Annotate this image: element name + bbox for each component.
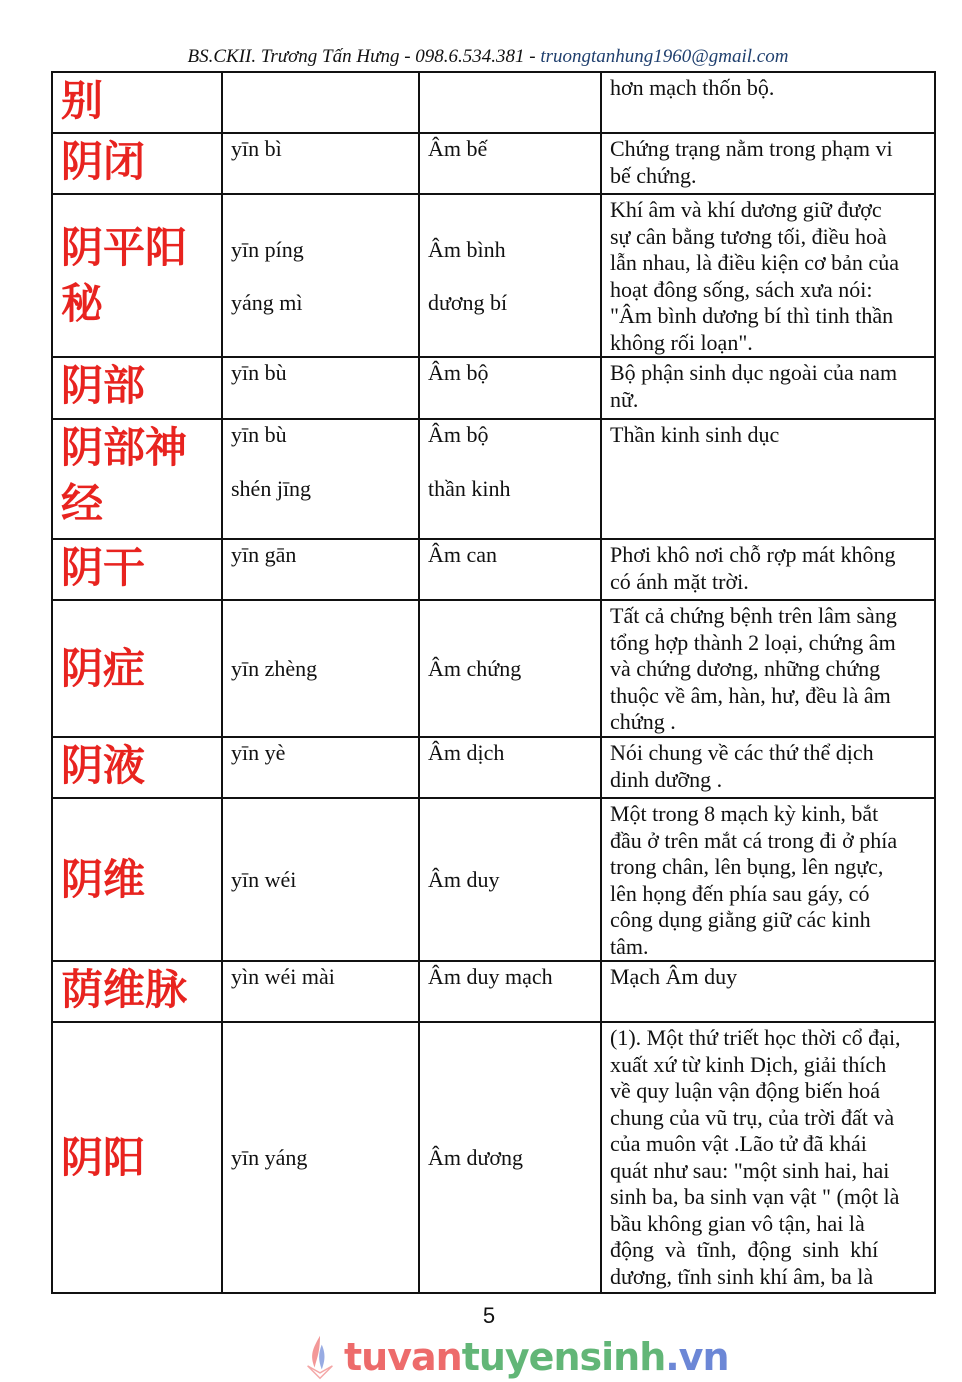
flame-logo-icon bbox=[300, 1334, 340, 1380]
pinyin-cell bbox=[222, 961, 419, 1022]
meaning-cell bbox=[601, 194, 935, 357]
meaning-line: (1). Một thứ triết học thời cổ đại, bbox=[610, 1025, 901, 1050]
pinyin-line: yīn bù bbox=[231, 360, 287, 385]
pinyin-line: yáng mì bbox=[231, 290, 303, 315]
chinese-term-cell: 阴闭 bbox=[52, 133, 222, 194]
sino-vietnamese-cell bbox=[419, 133, 601, 194]
pinyin-cell bbox=[222, 737, 419, 798]
meaning-cell bbox=[601, 961, 935, 1022]
table-row bbox=[52, 737, 935, 798]
glossary-table bbox=[51, 71, 936, 1294]
pinyin-line: yīn gān bbox=[231, 542, 297, 567]
sino-vietnamese-cell bbox=[419, 737, 601, 798]
meaning-line: chứng . bbox=[610, 709, 676, 734]
pinyin-line: yīn yáng bbox=[231, 1145, 308, 1171]
table-row bbox=[52, 798, 935, 961]
meaning-line: và chứng dương, những chứng bbox=[610, 656, 881, 681]
chinese-term-cell: 阴症 bbox=[52, 600, 222, 737]
meaning-line: hoạt đông sống, sách xưa nói: bbox=[610, 276, 873, 302]
meaning-cell bbox=[601, 539, 935, 600]
table-row bbox=[52, 539, 935, 600]
pinyin-cell bbox=[222, 357, 419, 419]
meaning-line: thuộc về âm, hàn, hư, đều là âm bbox=[610, 682, 891, 708]
pinyin-line: yīn yè bbox=[231, 740, 286, 765]
meaning-line: xuất xứ từ kinh Dịch, giải thích bbox=[610, 1051, 887, 1077]
meaning-cell bbox=[601, 1022, 935, 1293]
meaning-cell bbox=[601, 798, 935, 961]
table-row bbox=[52, 600, 935, 737]
watermark bbox=[300, 1334, 729, 1380]
watermark-text bbox=[344, 1334, 729, 1380]
chinese-term-cell: 阴液 bbox=[52, 737, 222, 798]
meaning-line: nữ. bbox=[610, 386, 639, 412]
meaning-line: Tất cả chứng bệnh trên lâm sàng bbox=[610, 603, 897, 628]
meaning-line: có ánh mặt trời. bbox=[610, 568, 749, 594]
meaning-line: Một trong 8 mạch kỳ kinh, bắt bbox=[610, 801, 879, 826]
pinyin-cell bbox=[222, 133, 419, 194]
table-row bbox=[52, 357, 935, 419]
viet-line: Âm bế bbox=[428, 136, 488, 161]
page-header bbox=[0, 46, 962, 68]
sino-vietnamese-cell bbox=[419, 194, 601, 357]
viet-line: Âm chứng bbox=[428, 656, 522, 682]
page-number: 5 bbox=[482, 1303, 496, 1328]
meaning-line: hơn mạch thốn bộ. bbox=[610, 75, 775, 100]
meaning-line: Phơi khô nơi chỗ rợp mát không bbox=[610, 542, 896, 567]
sino-vietnamese-cell bbox=[419, 600, 601, 737]
meaning-line: đầu ở trên mắt cá trong đi ở phía bbox=[610, 827, 898, 853]
glossary-table-body bbox=[52, 72, 935, 1293]
meaning-cell bbox=[601, 600, 935, 737]
viet-line: Âm bộ bbox=[428, 360, 489, 385]
chinese-term-cell: 阴维 bbox=[52, 798, 222, 961]
pinyin-cell bbox=[222, 539, 419, 600]
sino-vietnamese-cell bbox=[419, 539, 601, 600]
meaning-line: dinh dưỡng . bbox=[610, 766, 723, 792]
meaning-cell bbox=[601, 133, 935, 194]
pinyin-line: yīn zhèng bbox=[231, 656, 318, 682]
watermark-part-2: tuyensinh bbox=[461, 1335, 666, 1379]
pinyin-line: yìn wéi mài bbox=[231, 964, 335, 989]
pinyin-cell bbox=[222, 194, 419, 357]
chinese-term-cell: 阴部神经 bbox=[52, 419, 222, 539]
sino-vietnamese-cell bbox=[419, 357, 601, 419]
header-email: truongtanhung1960@gmail.com bbox=[540, 46, 789, 67]
viet-line: Âm bộ bbox=[428, 422, 489, 447]
pinyin-line: yīn bì bbox=[231, 136, 282, 161]
meaning-cell bbox=[601, 357, 935, 419]
meaning-line: "Âm bình dương bí thì tinh thần bbox=[610, 303, 894, 328]
meaning-line: dương, tĩnh sinh khí âm, ba là bbox=[610, 1263, 874, 1289]
table-row bbox=[52, 133, 935, 194]
sino-vietnamese-cell bbox=[419, 961, 601, 1022]
chinese-term-cell: 荫维脉 bbox=[52, 961, 222, 1022]
meaning-line: Khí âm và khí dương giữ được bbox=[610, 197, 882, 222]
meaning-cell bbox=[601, 72, 935, 133]
pinyin-line: yīn bù bbox=[231, 422, 287, 447]
chinese-term-cell: 阴干 bbox=[52, 539, 222, 600]
meaning-line: động và tĩnh, động sinh khí bbox=[610, 1237, 879, 1262]
sino-vietnamese-cell bbox=[419, 1022, 601, 1293]
sino-vietnamese-cell bbox=[419, 419, 601, 539]
pinyin-cell bbox=[222, 600, 419, 737]
table-row bbox=[52, 194, 935, 357]
viet-line: dương bí bbox=[428, 290, 508, 315]
pinyin-line: shén jīng bbox=[231, 475, 312, 501]
meaning-line: của muôn vật .Lão tử đã khái bbox=[610, 1131, 867, 1156]
table-row bbox=[52, 72, 935, 133]
meaning-line: chung của vũ trụ, của trời đất và bbox=[610, 1104, 895, 1130]
chinese-term-cell: 阴阳 bbox=[52, 1022, 222, 1293]
meaning-line: lên họng đến phía sau gáy, có bbox=[610, 880, 870, 906]
meaning-line: lẫn nhau, là điều kiện cơ bản của bbox=[610, 250, 899, 275]
pinyin-cell bbox=[222, 72, 419, 133]
sino-vietnamese-cell bbox=[419, 72, 601, 133]
chinese-term-cell: 阴部 bbox=[52, 357, 222, 419]
meaning-line: công dụng giằng giữ các kinh bbox=[610, 907, 871, 932]
meaning-line: Mạch Âm duy bbox=[610, 964, 738, 989]
viet-line: Âm bình bbox=[428, 236, 506, 262]
meaning-line: quát như sau: "một sinh hai, hai bbox=[610, 1157, 890, 1183]
viet-line: Âm dương bbox=[428, 1145, 524, 1171]
meaning-line: Chứng trạng nằm trong phạm vi bbox=[610, 136, 893, 161]
meaning-line: về quy luận vận động biến hoá bbox=[610, 1078, 881, 1103]
viet-line: Âm can bbox=[428, 542, 498, 567]
chinese-term-cell: 阴平阳秘 bbox=[52, 194, 222, 357]
pinyin-cell bbox=[222, 419, 419, 539]
viet-line: Âm dịch bbox=[428, 740, 505, 765]
meaning-line: bầu không gian vô tận, hai là bbox=[610, 1210, 865, 1236]
table-row bbox=[52, 961, 935, 1022]
viet-line: Âm duy mạch bbox=[428, 964, 553, 989]
table-row bbox=[52, 419, 935, 539]
meaning-line: bế chứng. bbox=[610, 162, 697, 188]
header-author: BS.CKII. Trương Tấn Hưng - 098.6.534.381 - bbox=[187, 46, 541, 67]
meaning-line: Bộ phận sinh dục ngoài của nam bbox=[610, 360, 898, 385]
meaning-cell bbox=[601, 419, 935, 539]
meaning-line: sự cân bằng tương tối, điều hoà bbox=[610, 223, 887, 249]
viet-line: thần kinh bbox=[428, 475, 511, 501]
meaning-cell bbox=[601, 737, 935, 798]
sino-vietnamese-cell bbox=[419, 798, 601, 961]
meaning-line: Nói chung về các thứ thể dịch bbox=[610, 740, 874, 765]
pinyin-cell bbox=[222, 798, 419, 961]
meaning-line: sinh ba, ba sinh vạn vật " (một là bbox=[610, 1184, 900, 1209]
meaning-line: không rối loạn". bbox=[610, 329, 753, 355]
viet-line: Âm duy bbox=[428, 867, 500, 893]
pinyin-line: yīn wéi bbox=[231, 867, 297, 893]
meaning-line: Thần kinh sinh dục bbox=[610, 422, 780, 447]
meaning-line: tâm. bbox=[610, 933, 649, 959]
meaning-line: tổng hợp thành 2 loại, chứng âm bbox=[610, 629, 896, 655]
meaning-line: trong chân, lên bụng, lên ngực, bbox=[610, 854, 884, 879]
pinyin-line: yīn píng bbox=[231, 236, 304, 262]
watermark-part-3: .vn bbox=[665, 1335, 729, 1379]
chinese-term-cell: 别 bbox=[52, 72, 222, 133]
table-row bbox=[52, 1022, 935, 1293]
watermark-part-1: tuvan bbox=[344, 1335, 462, 1379]
pinyin-cell bbox=[222, 1022, 419, 1293]
